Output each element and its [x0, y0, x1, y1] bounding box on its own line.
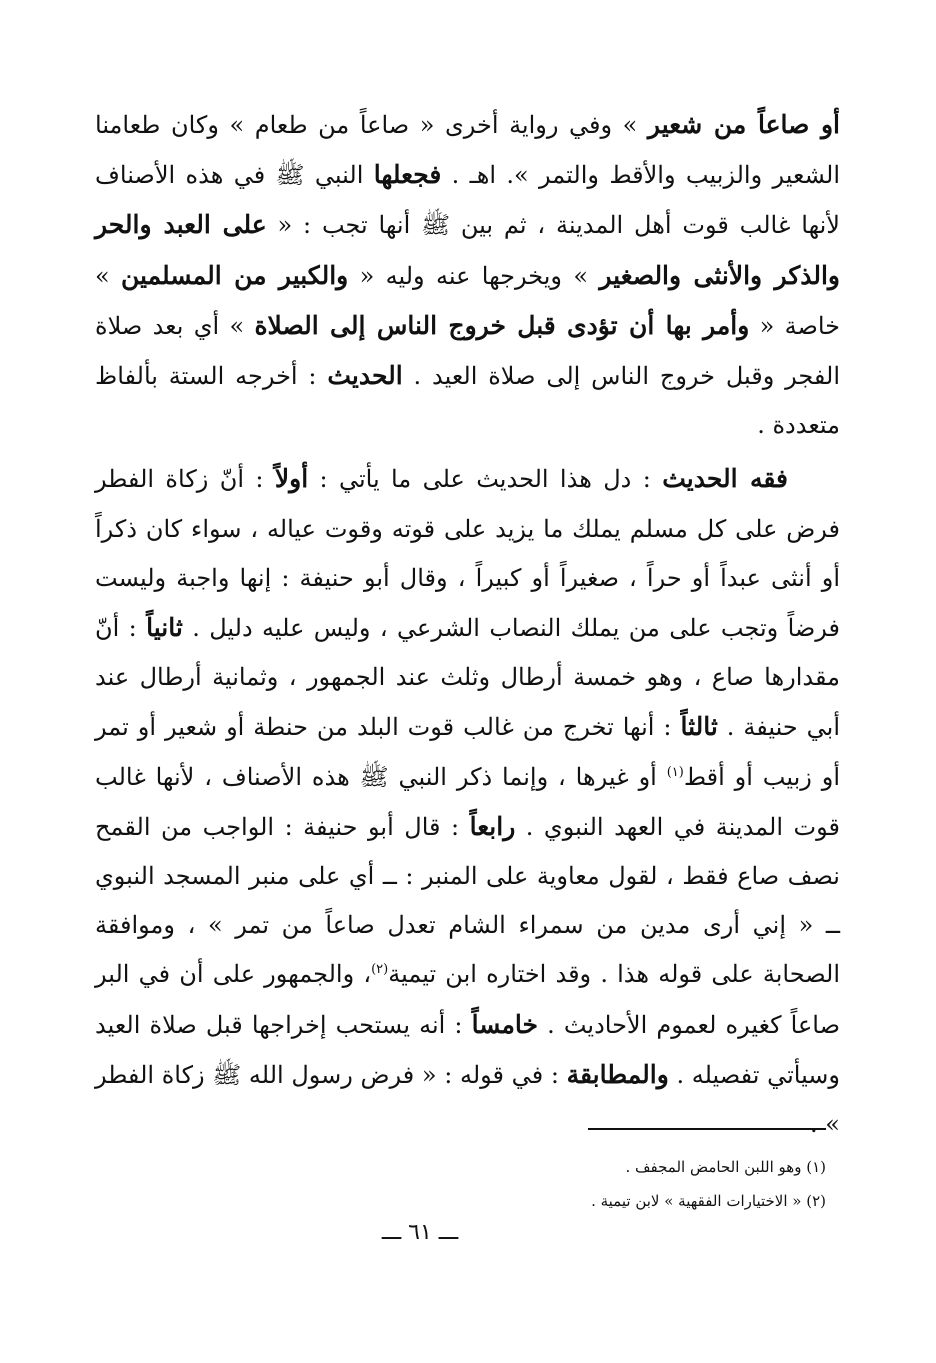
text-run: : أنه يستحب إخراجها قبل صلاة العيد وسيأتي تفصيله . — [95, 1010, 841, 1089]
bold-phrase: وأمر بها أن تؤدى قبل خروج الناس إلى الصلاة — [254, 310, 750, 340]
text-run: : أنّ مقدارها صاع ، وهو خمسة أرطال وثلث عند الجمهور ، وثمانية أرطال عند أبي حنيفة . — [95, 614, 840, 742]
bold-phrase: رابعاً — [469, 811, 516, 841]
bold-phrase: الحديث — [327, 361, 403, 391]
text-run: » ويخرجها عنه وليه « — [348, 261, 600, 290]
footnote-ref: (٢) — [371, 962, 389, 978]
text-run: أو غيرها ، وإنما ذكر النبي ﷺ هذه الأصناف ، لأنها غالب قوت المدينة في العهد النبوي . — [95, 762, 841, 841]
page-number: ـــ ٦١ ـــ — [381, 1220, 459, 1245]
text-run: : أنّ زكاة الفطر فرض على كل مسلم يملك ما يزيد على قوته وقوت عياله ، سواء كان ذكراً أو أنثى عبداً أو حراً ، صغيراً أو كبيراً ، وقال أبو حنيفة : إنها واجبة وليست فرضاً وتجب على من يملك النصاب الشرعي ، وليس عليه دليل . — [95, 465, 841, 643]
text-run: » خاصة « — [95, 261, 841, 340]
bold-phrase: ثالثاً — [680, 712, 718, 742]
footnote-1: (١) وهو اللبن الحامض المجفف . — [625, 1158, 826, 1176]
text-run: ، والجمهور على أن في البر صاعاً كغيره لعموم الأحاديث . — [95, 960, 840, 1039]
page-body — [95, 100, 840, 1149]
text-run: : دل هذا الحديث على ما يأتي : — [308, 465, 663, 494]
bold-phrase: والمطابقة — [566, 1059, 669, 1089]
footnote-2: (٢) « الاختيارات الفقهية » لابن تيمية . — [591, 1192, 826, 1210]
text-run: » أي بعد صلاة الفجر وقبل خروج الناس إلى صلاة العيد . — [95, 311, 840, 391]
text-run: النبي ﷺ في هذه الأصناف لأنها غالب قوت أهل المدينة ، ثم بين ﷺ أنها تجب : « — [95, 161, 840, 240]
text-run: : أخرجه الستة بألفاظ متعددة . — [95, 362, 840, 440]
bold-phrase: فقه الحديث — [662, 464, 788, 494]
bold-phrase: على العبد والحر والذكر والأنثى والصغير — [95, 210, 840, 290]
paragraph-2 — [95, 454, 840, 1149]
paragraph-1 — [95, 100, 840, 450]
text-run: : قال أبو حنيفة : الواجب من القمح نصف صاع فقط ، لقول معاوية على المنبر : ــ أي على منبر المسجد النبوي ــ « إني أرى مدين من سمراء الشام تعدل صاعاً من تمر » ، وموافقة الصحابة على قوله هذا . وقد اختاره ابن تيمية — [95, 812, 841, 989]
footnotes — [330, 1150, 826, 1218]
bold-phrase: ثانياً — [146, 613, 183, 643]
bold-phrase: والكبير من المسلمين — [121, 260, 349, 290]
footnote-separator — [588, 1128, 826, 1130]
text-run: : في قوله : « فرض رسول الله ﷺ زكاة الفطر » . — [95, 1060, 840, 1139]
text-run: » وفي رواية أخرى « صاعاً من طعام » وكان طعامنا الشعير والزبيب والأقط والتمر ». اهـ . — [95, 111, 840, 190]
bold-phrase: أولاً — [274, 464, 309, 494]
bold-phrase: أو صاعاً من شعير — [647, 110, 840, 139]
bold-phrase: فجعلها — [373, 160, 442, 190]
text-run: : أنها تخرج من غالب قوت البلد من حنطة أو شعير أو تمر أو زبيب أو أقط — [95, 713, 840, 791]
bold-phrase: خامساً — [471, 1009, 538, 1039]
footnote-ref: (١) — [666, 764, 684, 780]
